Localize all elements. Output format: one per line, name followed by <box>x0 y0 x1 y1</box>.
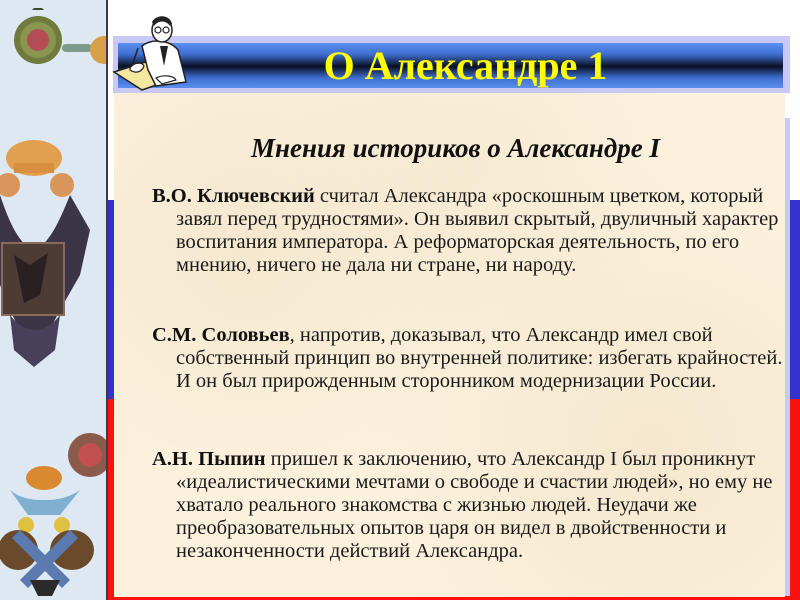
opinion-paragraph <box>152 448 786 563</box>
opinion-text: пришел к заключению, что Александр I был проникнут «идеалистическими мечтами о свободе и счастии людей», но ему не хватало реального знакомства с жизнью людей. Неудачи же преобразовательных опытов царя он видел в двойственности и незаконченности действий Александра. <box>176 448 773 562</box>
slide-title: О Александре 1 <box>323 43 608 88</box>
historian-name: А.Н. Пыпин <box>152 448 266 470</box>
content-panel <box>114 93 785 597</box>
order-st-andrew-icon <box>0 430 106 600</box>
section-heading: Мнения историков о Александре I <box>251 133 660 163</box>
left-decorative-strip <box>0 0 108 600</box>
historian-name: С.М. Соловьев <box>152 324 290 346</box>
opinion-paragraph <box>152 324 786 393</box>
double-headed-eagle-icon <box>0 135 106 370</box>
order-star-icon <box>4 8 106 70</box>
opinion-paragraph <box>152 185 786 277</box>
opinion-text: , напротив, доказывал, что Александр имел свой собственный принцип во внутренней политике: избегать крайностей. И он был прирожденным сторонником модернизации России. <box>176 324 783 392</box>
scholar-writing-icon <box>112 10 194 96</box>
historian-name: В.О. Ключевский <box>152 185 315 207</box>
opinion-text: считал Александра «роскошным цветком, который завял перед трудностями». Он выявил скрытый, двуличный характер воспитания императора. А реформаторская деятельность, по его мнению, ничего не дала ни стране, ни народу. <box>176 185 779 276</box>
